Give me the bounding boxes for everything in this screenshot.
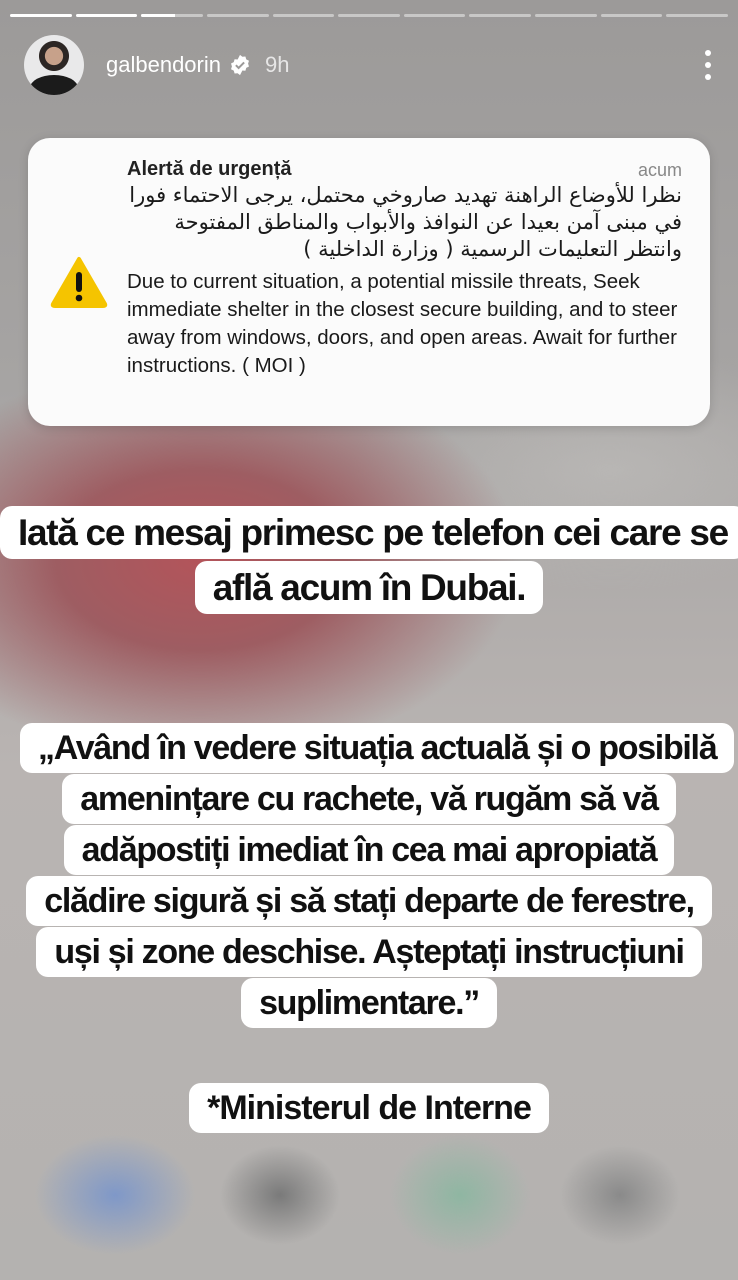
progress-segment [535, 14, 597, 17]
verified-badge-icon [229, 54, 251, 76]
progress-segment [10, 14, 72, 17]
caption-intro-text: Iată ce mesaj primesc pe telefon cei care se află acum în Dubai. [0, 506, 738, 614]
username[interactable]: galbendorin [106, 52, 221, 77]
progress-segment [76, 14, 138, 17]
alert-arabic-text: نظرا للأوضاع الراهنة تهديد صاروخي محتمل، يرجى الاحتماء فورا في مبنى آمن بعيدا عن النوافذ والأبواب والمناطق المفتوحة وانتظر التعليمات الرسمية ( وزارة الداخلية ) [129, 183, 682, 261]
alert-title: Alertă de urgență [127, 158, 292, 180]
progress-segment [338, 14, 400, 17]
progress-segment [601, 14, 663, 17]
emergency-alert-notification[interactable] [28, 138, 710, 426]
progress-fill [10, 14, 72, 17]
progress-segment [666, 14, 728, 17]
story-progress [10, 14, 728, 17]
progress-segment [141, 14, 203, 17]
post-time: 9h [264, 52, 290, 77]
alert-time: acum [637, 160, 682, 180]
caption-source [0, 1078, 738, 1138]
alert-english-text: Due to current situation, a potential missile threats, Seek immediate shelter in the closest secure building, and to steer away from windows, doors, and open areas. Await for further instructions. ( MOI ) [127, 270, 678, 377]
progress-segment [273, 14, 335, 17]
warning-icon [50, 256, 108, 308]
caption-intro [0, 505, 738, 615]
progress-segment [469, 14, 531, 17]
avatar[interactable] [24, 35, 84, 95]
caption-quote [0, 723, 738, 1029]
caption-quote-text: „Având în vedere situația actuală și o posibilă amenințare cu rachete, vă rugăm să vă adăpostiți imediat în cea mai apropiată clădire sigură și să stați departe de ferestre, uși și zone deschise. Așteptați instrucțiuni suplimentare.” [20, 723, 734, 1028]
more-vertical-icon[interactable] [698, 50, 718, 80]
progress-fill [76, 14, 138, 17]
progress-fill [141, 14, 175, 17]
caption-source-text: *Ministerul de Interne [189, 1083, 549, 1133]
story-header [24, 34, 718, 96]
progress-segment [207, 14, 269, 17]
progress-segment [404, 14, 466, 17]
